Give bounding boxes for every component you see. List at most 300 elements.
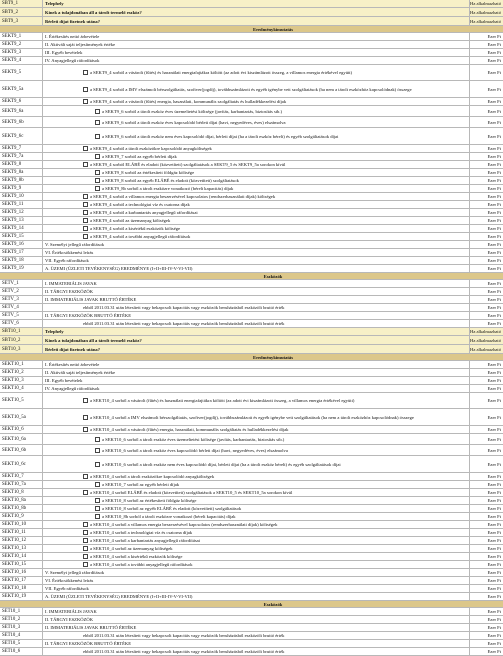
row-unit[interactable]: Ha alkalmazható [470, 337, 501, 343]
row-unit[interactable]: Ezer Ft [487, 119, 501, 125]
row-description [43, 393, 470, 408]
row-description [43, 593, 470, 600]
table-row [0, 209, 503, 217]
row-unit[interactable]: Ezer Ft [487, 617, 501, 622]
bullet-square-icon [83, 554, 88, 559]
table-row [0, 489, 503, 497]
row-code: SEKT10_15 [0, 561, 43, 568]
row-unit[interactable]: Ezer Ft [487, 266, 501, 271]
row-unit[interactable]: Ezer Ft [487, 490, 501, 495]
row-description [43, 481, 470, 488]
row-description [43, 529, 470, 536]
bullet-square-icon [83, 218, 88, 223]
row-unit[interactable]: Ezer Ft [487, 461, 501, 467]
row-unit[interactable]: Ezer Ft [487, 281, 501, 286]
row-code: SEKT9_16 [0, 241, 43, 248]
row-description-text: A. ÜZEMI (ÜZLETI TEVÉKENYSÉG) EREDMÉNYE (I+II+III-IV-V-VI-VII) [45, 594, 193, 599]
row-description-text: a SEKT9_4 sorból a vásárolt (fűtés) energia, használati, kommunális szolgáltatás és hulladékkezelési díjak [90, 99, 287, 104]
bullet-square-icon [95, 154, 100, 159]
row-unit[interactable]: Ha alkalmazható [470, 1, 501, 6]
row-code: SEKT9_1 [0, 33, 43, 40]
row-description [43, 185, 470, 192]
row-code: SEKT10_19 [0, 593, 43, 600]
table-row [0, 377, 503, 385]
table-row [0, 193, 503, 201]
row-unit[interactable]: Ezer Ft [487, 633, 501, 638]
row-description-text: a SEKT10_4 sorból az üzemanyag költségek [90, 546, 173, 551]
row-code: SBT10_3 [0, 345, 43, 353]
row-description [43, 225, 470, 232]
bullet-square-icon [83, 194, 88, 199]
row-unit[interactable]: Ezer Ft [487, 186, 501, 191]
row-description [43, 648, 470, 655]
row-description [43, 81, 470, 97]
row-unit[interactable]: Ezer Ft [487, 370, 501, 375]
row-code: SBT9_2 [0, 8, 43, 16]
row-unit[interactable]: Ezer Ft [487, 58, 501, 63]
table-row [0, 320, 503, 328]
row-description [43, 241, 470, 248]
row-unit[interactable]: Ezer Ft [487, 194, 501, 199]
row-unit[interactable]: Ezer Ft [487, 154, 501, 159]
table-row [0, 569, 503, 577]
table-row [0, 106, 503, 117]
table-row [0, 648, 503, 656]
row-description-text: a SEKT9_4 sorból a IMV elszámolt bérszolgáltatás, szoftver(jogdíj), továbbszámlázott és egyéb igénybe vett szolgáltatások (ha nem a tárolt eszközhöz kapcsolódnak) összege [90, 86, 412, 92]
table-row [0, 445, 503, 456]
table-row [0, 65, 503, 81]
row-description-text: I. Értékesítés nettó árbevétele [45, 362, 100, 367]
row-unit[interactable]: Ezer Ft [487, 427, 501, 432]
row-unit[interactable]: Ezer Ft [487, 210, 501, 215]
row-unit[interactable]: Ezer Ft [487, 108, 501, 114]
row-unit[interactable]: Ezer Ft [487, 305, 501, 310]
row-description-text: a SEKT9_6 sorból a tárolt eszköz éves üzemeltetési költsége (javítás, karbantartás, biztosítás stb.) [102, 108, 282, 114]
row-description [43, 177, 470, 184]
row-code: SEKT10_12 [0, 537, 43, 544]
row-description [43, 521, 470, 528]
table-row [0, 521, 503, 529]
section-title: Eszközök [263, 273, 283, 279]
row-description-text: V. Személyi jellegű ráfordítások [45, 242, 105, 247]
row-unit[interactable]: Ezer Ft [487, 641, 501, 646]
row-description-text: II. TÁRGYI ESZKÖZÖK [45, 289, 94, 294]
row-unit[interactable]: Ezer Ft [487, 162, 501, 167]
row-description-text: a SEKT10_4 sorból a villamos energia beszerzésével kapcsolatos (rendszerhasználati díjak) költségek [90, 522, 278, 527]
row-description-text: II. Aktivált saját teljesítmények értéke [45, 370, 116, 375]
row-unit[interactable]: Ezer Ft [487, 546, 501, 551]
row-description-text: Bérleti díjat fizetnek utána? [45, 18, 100, 24]
table-row [0, 369, 503, 377]
row-description [43, 117, 470, 127]
table-row [0, 257, 503, 265]
row-unit[interactable]: Ezer Ft [487, 474, 501, 479]
row-unit[interactable]: Ezer Ft [487, 625, 501, 630]
row-unit[interactable]: Ha alkalmazható [470, 18, 501, 24]
row-code: SETV_6 [0, 320, 43, 327]
row-description [43, 233, 470, 240]
bullet-square-icon [83, 530, 88, 535]
row-description-text: a SEKT9_8 sorból az egyéb ELÁBÉ és eladott (közvetített) szolgáltatások [102, 178, 239, 183]
table-row [0, 280, 503, 288]
row-description-text: a SEKT9_4 sorból a további anyagjellegű ráfordítások [90, 234, 191, 239]
row-unit[interactable]: Ezer Ft [487, 70, 501, 75]
row-description [43, 288, 470, 295]
row-description-text: a SEKT10_4 sorból ELÁBÉ és eladott (közvetített) szolgáltatások a SEKT10_5 és SEKT10_5a sorokon kívül [90, 490, 293, 495]
row-unit[interactable]: Ha alkalmazható [470, 329, 501, 334]
row-description-text: ebből 2011.03.31 után létesített vagy bekapcsolt kapacitás vagy eszközök beruházásból eszközölt bruttó érték [83, 321, 285, 326]
table-row [0, 217, 503, 225]
row-unit[interactable]: Ezer Ft [487, 378, 501, 383]
row-description-text: Kinek a tulajdonában áll a tárolt termelő eszköz? [45, 337, 142, 343]
row-code: SEKT10_6c [0, 456, 43, 472]
bullet-square-icon [83, 546, 88, 551]
row-unit[interactable]: Ezer Ft [487, 34, 501, 39]
row-code: SEKT9_4 [0, 57, 43, 64]
row-description [43, 624, 470, 631]
row-unit[interactable]: Ezer Ft [487, 178, 501, 183]
row-description [43, 426, 470, 433]
row-code: SET10_2 [0, 616, 43, 623]
row-code: SET10_6 [0, 648, 43, 655]
row-description-text: VII. Egyéb ráfordítások [45, 258, 89, 263]
row-unit[interactable]: Ezer Ft [487, 50, 501, 55]
table-row [0, 585, 503, 593]
row-description-text: I. Értékesítés nettó árbevétele [45, 34, 100, 39]
row-unit[interactable]: Ezer Ft [487, 133, 501, 139]
row-description [43, 632, 470, 639]
row-unit[interactable]: Ha alkalmazható [470, 9, 501, 15]
row-description [43, 217, 470, 224]
row-code: SEKT10_8 [0, 489, 43, 496]
row-description-text: a SEKT10_4 sorból a vásárolt (fűtés) és használati energiafajtákra költött (az adott évi kiszámlázott összeg, a villamos energia értékével együtt) [90, 398, 355, 403]
row-description-text: a SEKT10_4 sorból a vásárolt (fűtés) energia, használati, kommunális szolgáltatás és hulladékkezelési díjak [90, 427, 289, 432]
table-row [0, 385, 503, 393]
row-description [43, 320, 470, 327]
row-code: SEKT9_13 [0, 217, 43, 224]
bullet-square-icon [95, 462, 100, 467]
row-description [43, 265, 470, 272]
table-row [0, 312, 503, 320]
row-code: SEKT9_9 [0, 185, 43, 192]
bullet-square-icon [95, 170, 100, 175]
section-header-row [0, 601, 503, 608]
row-code: SETV_3 [0, 296, 43, 303]
table-row [0, 177, 503, 185]
row-description [43, 385, 470, 392]
table-row [0, 608, 503, 616]
row-code: SEKT9_5 [0, 65, 43, 80]
row-description-text: a SEKT10_6 sorból a tárolt eszköz nem éves kapcsolódó díjai, bérleti díjai (ha a tárolt eszköz bérelt) és egyéb szolgáltatások díjai [102, 461, 341, 467]
row-description-text: ebből 2011.03.31 után létesített vagy bekapcsolt kapacitás vagy eszközök beruházásból eszközölt bruttó érték [83, 305, 285, 310]
row-code: SBT9_1 [0, 0, 43, 7]
row-code: SEKT9_8b [0, 177, 43, 184]
bullet-square-icon [95, 120, 100, 125]
bullet-square-icon [83, 427, 88, 432]
row-description-text: IV. Anyagjellegű ráfordítások [45, 386, 100, 391]
row-code: SEKT10_2 [0, 369, 43, 376]
row-unit[interactable]: Ezer Ft [487, 498, 501, 503]
row-description-text: a SEKT9_4 sorból a villamos energia beszerzésével kapcsolatos (rendszerhasználati díjak) költségek [90, 194, 276, 199]
row-unit[interactable]: Ezer Ft [487, 99, 501, 104]
table-row [0, 41, 503, 49]
row-description [43, 17, 470, 25]
row-unit[interactable]: Ezer Ft [487, 482, 501, 487]
row-description [43, 409, 470, 425]
row-description-text: VII. Egyéb ráfordítások [45, 586, 89, 591]
row-description-text: a SEKT9_4 sorból a karbantartás anyagjellegű ráfordításai [90, 210, 198, 215]
row-unit[interactable]: Ezer Ft [487, 242, 501, 247]
row-unit[interactable]: Ezer Ft [487, 594, 501, 599]
bullet-square-icon [83, 99, 88, 104]
bullet-square-icon [95, 437, 100, 442]
row-description-text: a SEKT9_4 sorból a tárolt eszközökre kapcsolódó anyagköltségek [90, 146, 212, 151]
row-description-text: II. TÁRGYI ESZKÖZÖK BRUTTÓ ÉRTÉKE [45, 313, 132, 318]
row-description [43, 98, 470, 105]
table-row [0, 513, 503, 521]
row-description [43, 445, 470, 455]
row-unit[interactable]: Ezer Ft [487, 42, 501, 47]
row-code: SEKT9_8 [0, 161, 43, 168]
row-code: SETV_2 [0, 288, 43, 295]
row-unit[interactable]: Ezer Ft [487, 514, 501, 519]
table-row [0, 128, 503, 145]
table-row [0, 185, 503, 193]
row-unit[interactable]: Ezer Ft [487, 321, 501, 326]
row-code: SEKT9_6a [0, 106, 43, 116]
row-description-text: Telephely [45, 1, 64, 6]
row-unit[interactable]: Ezer Ft [487, 297, 501, 302]
row-description-text: a SEKT9_4 sorból a technológiai víz és csatorna díjak [90, 202, 190, 207]
row-code: SET10_3 [0, 624, 43, 631]
table-row [0, 561, 503, 569]
table-row [0, 640, 503, 648]
row-description [43, 296, 470, 303]
row-description-text: VI. Értékcsökkenési leírás [45, 578, 94, 583]
row-unit[interactable]: Ezer Ft [487, 289, 501, 294]
row-description-text: a SEKT10_8b sorból a tárolt eszközre vonatkozó (bérelt kapacitás) díjak [102, 514, 236, 519]
row-unit[interactable]: Ezer Ft [487, 398, 501, 403]
row-code: SEKT10_1 [0, 361, 43, 368]
section-title: Eredménykimutatás [253, 26, 293, 32]
row-code: SEKT10_18 [0, 585, 43, 592]
table-row [0, 265, 503, 273]
table-row [0, 288, 503, 296]
row-description-text: II. IMMATERIÁLIS JAVAK BRUTTÓ ÉRTÉKE [45, 297, 137, 302]
row-unit[interactable]: Ezer Ft [487, 506, 501, 511]
row-unit[interactable]: Ezer Ft [487, 386, 501, 391]
row-description-text: II. IMMATERIÁLIS JAVAK BRUTTÓ ÉRTÉKE [45, 625, 137, 630]
row-description-text: a SEKT10_6 sorból a tárolt eszköz éves üzemeltetési költsége (javítás, karbantartás, biztosítás stb.) [102, 436, 285, 442]
row-description-text: a SEKT9_4 sorból a kisértékű eszközök költsége [90, 226, 181, 231]
table-row [0, 145, 503, 153]
row-description-text: a SEKT9_6 sorból a tárolt eszköz nem éves kapcsolódó díjai, bérleti díjai (ha a tárolt eszköz bérelt) és egyéb szolgáltatások díjai [102, 133, 339, 139]
row-description-text: a SEKT9_4 sorból az üzemanyag költségek [90, 218, 171, 223]
row-code: SEKT9_8a [0, 169, 43, 176]
row-description-text: a SEKT10_4 sorból a technológiai víz és csatorna díjak [90, 530, 193, 535]
row-code: SEKT10_4 [0, 385, 43, 392]
row-unit[interactable]: Ezer Ft [487, 146, 501, 151]
row-code: SEKT9_6c [0, 128, 43, 144]
row-description [43, 49, 470, 56]
bullet-square-icon [83, 87, 88, 92]
row-unit[interactable]: Ezer Ft [487, 447, 501, 453]
bullet-square-icon [83, 226, 88, 231]
row-unit[interactable]: Ezer Ft [487, 313, 501, 318]
row-description [43, 65, 470, 80]
row-unit[interactable]: Ezer Ft [487, 586, 501, 591]
table-row [0, 57, 503, 65]
row-unit[interactable]: Ezer Ft [487, 562, 501, 567]
bullet-square-icon [83, 234, 88, 239]
table-row [0, 304, 503, 312]
bullet-square-icon [83, 490, 88, 495]
row-description [43, 577, 470, 584]
row-unit[interactable]: Ezer Ft [487, 258, 501, 263]
row-description-text: II. TÁRGYI ESZKÖZÖK BRUTTÓ ÉRTÉKE [45, 641, 132, 646]
row-unit[interactable]: Ezer Ft [487, 554, 501, 559]
row-unit[interactable]: Ezer Ft [487, 86, 501, 92]
row-code: SETV_4 [0, 304, 43, 311]
row-unit[interactable]: Ezer Ft [487, 522, 501, 527]
section-header-row [0, 354, 503, 361]
row-unit[interactable]: Ezer Ft [487, 170, 501, 175]
bullet-square-icon [83, 162, 88, 167]
row-code: SEKT10_6b [0, 445, 43, 455]
row-description-text: a SEKT9_8b sorból a tárolt eszközre vonatkozó (bérelt kapacitás) díjak [102, 186, 234, 191]
bullet-square-icon [83, 146, 88, 151]
bullet-square-icon [95, 482, 100, 487]
table-row [0, 577, 503, 585]
row-unit[interactable]: Ezer Ft [487, 436, 501, 442]
row-code: SETV_1 [0, 280, 43, 287]
row-unit[interactable]: Ezer Ft [487, 609, 501, 614]
row-description [43, 304, 470, 311]
row-description-text: a SEKT9_8 sorból az értékesített földgáz költsége [102, 170, 195, 175]
row-description [43, 106, 470, 116]
row-description [43, 561, 470, 568]
bullet-square-icon [95, 186, 100, 191]
row-description-text: Telephely [45, 329, 64, 334]
bullet-square-icon [95, 498, 100, 503]
row-unit[interactable]: Ezer Ft [487, 226, 501, 231]
row-description-text: I. IMMATERIÁLIS JAVAK [45, 609, 97, 614]
row-description [43, 8, 470, 16]
row-description [43, 513, 470, 520]
row-description-text: III. Egyéb bevételek [45, 378, 83, 383]
row-code: SEKT9_6 [0, 98, 43, 105]
row-code: SEKT10_11 [0, 529, 43, 536]
row-description-text: a SEKT10_6 sorból a tárolt eszköz éves kapcsolódó bérleti díjai (havi, negyedéves, éves) elszámolva [102, 447, 288, 453]
row-unit[interactable]: Ezer Ft [487, 530, 501, 535]
row-description-text: a SEKT10_4 sorból a karbantartás anyagjellegű ráfordításai [90, 538, 200, 543]
table-row [0, 153, 503, 161]
bullet-square-icon [95, 134, 100, 139]
bullet-square-icon [83, 398, 88, 403]
table-row [0, 409, 503, 426]
row-code: SETV_5 [0, 312, 43, 319]
row-code: SEKT9_15 [0, 233, 43, 240]
table-row [0, 0, 503, 8]
row-description-text: a SEKT10_7 sorból az egyéb bérleti díjak [102, 482, 180, 487]
bullet-square-icon [95, 448, 100, 453]
row-unit[interactable]: Ezer Ft [487, 218, 501, 223]
bullet-square-icon [83, 522, 88, 527]
bullet-square-icon [83, 474, 88, 479]
row-code: SEKT9_19 [0, 265, 43, 272]
bullet-square-icon [83, 70, 88, 75]
row-description [43, 473, 470, 480]
row-code: SEKT9_14 [0, 225, 43, 232]
table-row [0, 616, 503, 624]
row-unit[interactable]: Ha alkalmazható [470, 346, 501, 352]
row-code: SEKT9_5a [0, 81, 43, 97]
row-description-text: a SEKT10_8 sorból az értékesített földgáz költsége [102, 498, 197, 503]
row-unit[interactable]: Ezer Ft [487, 414, 501, 420]
row-code: SEKT9_12 [0, 209, 43, 216]
row-unit[interactable]: Ezer Ft [487, 538, 501, 543]
row-description-text: a SEKT10_4 sorból a tárolt eszközökre kapcsolódó anyagköltségek [90, 474, 215, 479]
row-code: SEKT9_3 [0, 49, 43, 56]
row-description-text: VI. Értékcsökkenési leírás [45, 250, 94, 255]
table-row [0, 336, 503, 345]
row-description-text: a SEKT10_4 sorból a további anyagjellegű ráfordítások [90, 562, 193, 567]
row-description [43, 57, 470, 64]
row-description-text: II. Aktivált saját teljesítmények értéke [45, 42, 116, 47]
row-description-text: I. IMMATERIÁLIS JAVAK [45, 281, 97, 286]
table-row [0, 8, 503, 17]
row-code: SBT9_3 [0, 17, 43, 25]
row-unit[interactable]: Ezer Ft [487, 202, 501, 207]
table-row [0, 624, 503, 632]
section-header-row [0, 273, 503, 280]
row-description [43, 497, 470, 504]
table-row [0, 49, 503, 57]
row-description [43, 336, 470, 344]
table-row [0, 456, 503, 473]
bullet-square-icon [83, 202, 88, 207]
table-row [0, 225, 503, 233]
table-row [0, 161, 503, 169]
row-description [43, 505, 470, 512]
bullet-square-icon [95, 514, 100, 519]
row-unit[interactable]: Ezer Ft [487, 649, 501, 654]
row-description [43, 257, 470, 264]
row-code: SEKT9_17 [0, 249, 43, 256]
row-unit[interactable]: Ezer Ft [487, 250, 501, 255]
table-row [0, 328, 503, 336]
table-row [0, 481, 503, 489]
row-unit[interactable]: Ezer Ft [487, 234, 501, 239]
row-description [43, 585, 470, 592]
bullet-square-icon [95, 178, 100, 183]
row-unit[interactable]: Ezer Ft [487, 578, 501, 583]
table-row [0, 81, 503, 98]
table-row [0, 233, 503, 241]
table-row [0, 593, 503, 601]
row-code: SEKT9_6b [0, 117, 43, 127]
row-description-text: a SEKT9_4 sorból a vásárolt (fűtés) és használati energiafajtákra költött (az adott évi kiszámlázott összeg, a villamos energia értékével együtt) [90, 70, 353, 75]
row-description-text: IV. Anyagjellegű ráfordítások [45, 58, 100, 63]
row-description [43, 434, 470, 444]
table-row [0, 505, 503, 513]
section-title: Eszközök [263, 601, 283, 607]
row-unit[interactable]: Ezer Ft [487, 362, 501, 367]
row-unit[interactable]: Ezer Ft [487, 570, 501, 575]
row-code: SEKT10_7a [0, 481, 43, 488]
row-description [43, 640, 470, 647]
row-description [43, 377, 470, 384]
